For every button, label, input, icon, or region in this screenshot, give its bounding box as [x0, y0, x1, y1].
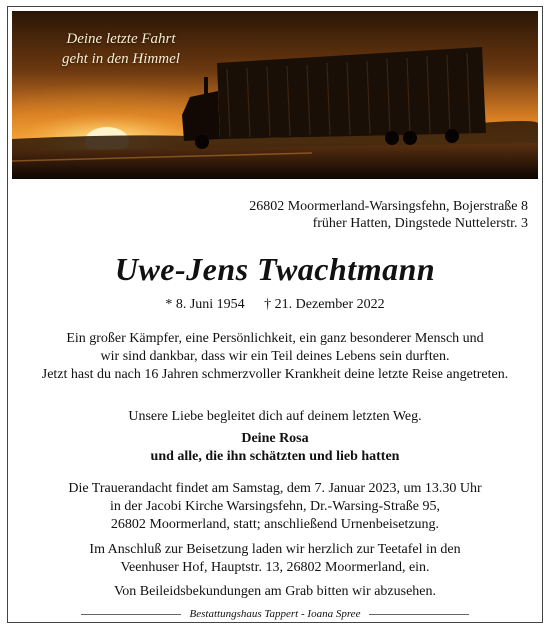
service-line: Die Trauerandacht findet am Samstag, dem 7. Januar 2023, um 13.30 Uhr: [68, 481, 482, 496]
tribute-line: wir sind dankbar, dass wir ein Teil deines Lebens sein durften.: [100, 349, 450, 364]
footer-rule-left: [81, 614, 181, 615]
reception-details: [8, 541, 542, 577]
life-dates: [8, 296, 542, 314]
address-line-former: früher Hatten, Dingstede Nuttelerstr. 3: [312, 216, 528, 231]
death-date: † 21. Dezember 2022: [264, 297, 385, 312]
footer: [8, 608, 542, 620]
deceased-name: Uwe-Jens Twachtmann: [114, 251, 436, 287]
mourners-block: [8, 430, 542, 466]
condolence-text: Von Beileidsbekundungen am Grab bitten wir abzusehen.: [113, 584, 437, 599]
motto-line-1: Deine letzte Fahrt: [66, 31, 176, 47]
service-details: [8, 480, 542, 534]
motto-text: [62, 29, 180, 69]
mourner-line: Deine Rosa: [241, 431, 309, 446]
reception-line: Im Anschluß zur Beisetzung laden wir herzlich zur Teetafel in den: [89, 542, 461, 557]
motto-line-2: geht in den Himmel: [62, 51, 180, 67]
service-line: in der Jacobi Kirche Warsingsfehn, Dr.-Warsing-Straße 95,: [110, 499, 440, 514]
funeral-home-name: Bestattungshaus Tappert - Ioana Spree: [189, 608, 361, 620]
birth-date: * 8. Juni 1954: [165, 297, 245, 312]
love-line-text: Unsere Liebe begleitet dich auf deinem letzten Weg.: [128, 409, 422, 424]
sunset-truck-photo: [12, 11, 538, 179]
tribute-line: Jetzt hast du nach 16 Jahren schmerzvoller Krankheit deine letzte Reise angetreten.: [41, 367, 509, 382]
footer-rule-right: [369, 614, 469, 615]
service-line: 26802 Moormerland, statt; anschließend Urnenbeisetzung.: [110, 517, 440, 532]
address-block: [249, 198, 528, 232]
tribute-text: [8, 330, 542, 384]
condolence-note: [8, 583, 542, 601]
mourner-line: und alle, die ihn schätzten und lieb hatten: [150, 449, 400, 464]
address-line-current: 26802 Moormerland-Warsingsfehn, Bojerstraße 8: [249, 199, 528, 214]
reception-line: Veenhuser Hof, Hauptstr. 13, 26802 Moormerland, ein.: [120, 560, 430, 575]
obituary-notice: [7, 6, 543, 623]
tribute-line: Ein großer Kämpfer, eine Persönlichkeit, ein ganz besonderer Mensch und: [66, 331, 484, 346]
love-line: [8, 408, 542, 426]
